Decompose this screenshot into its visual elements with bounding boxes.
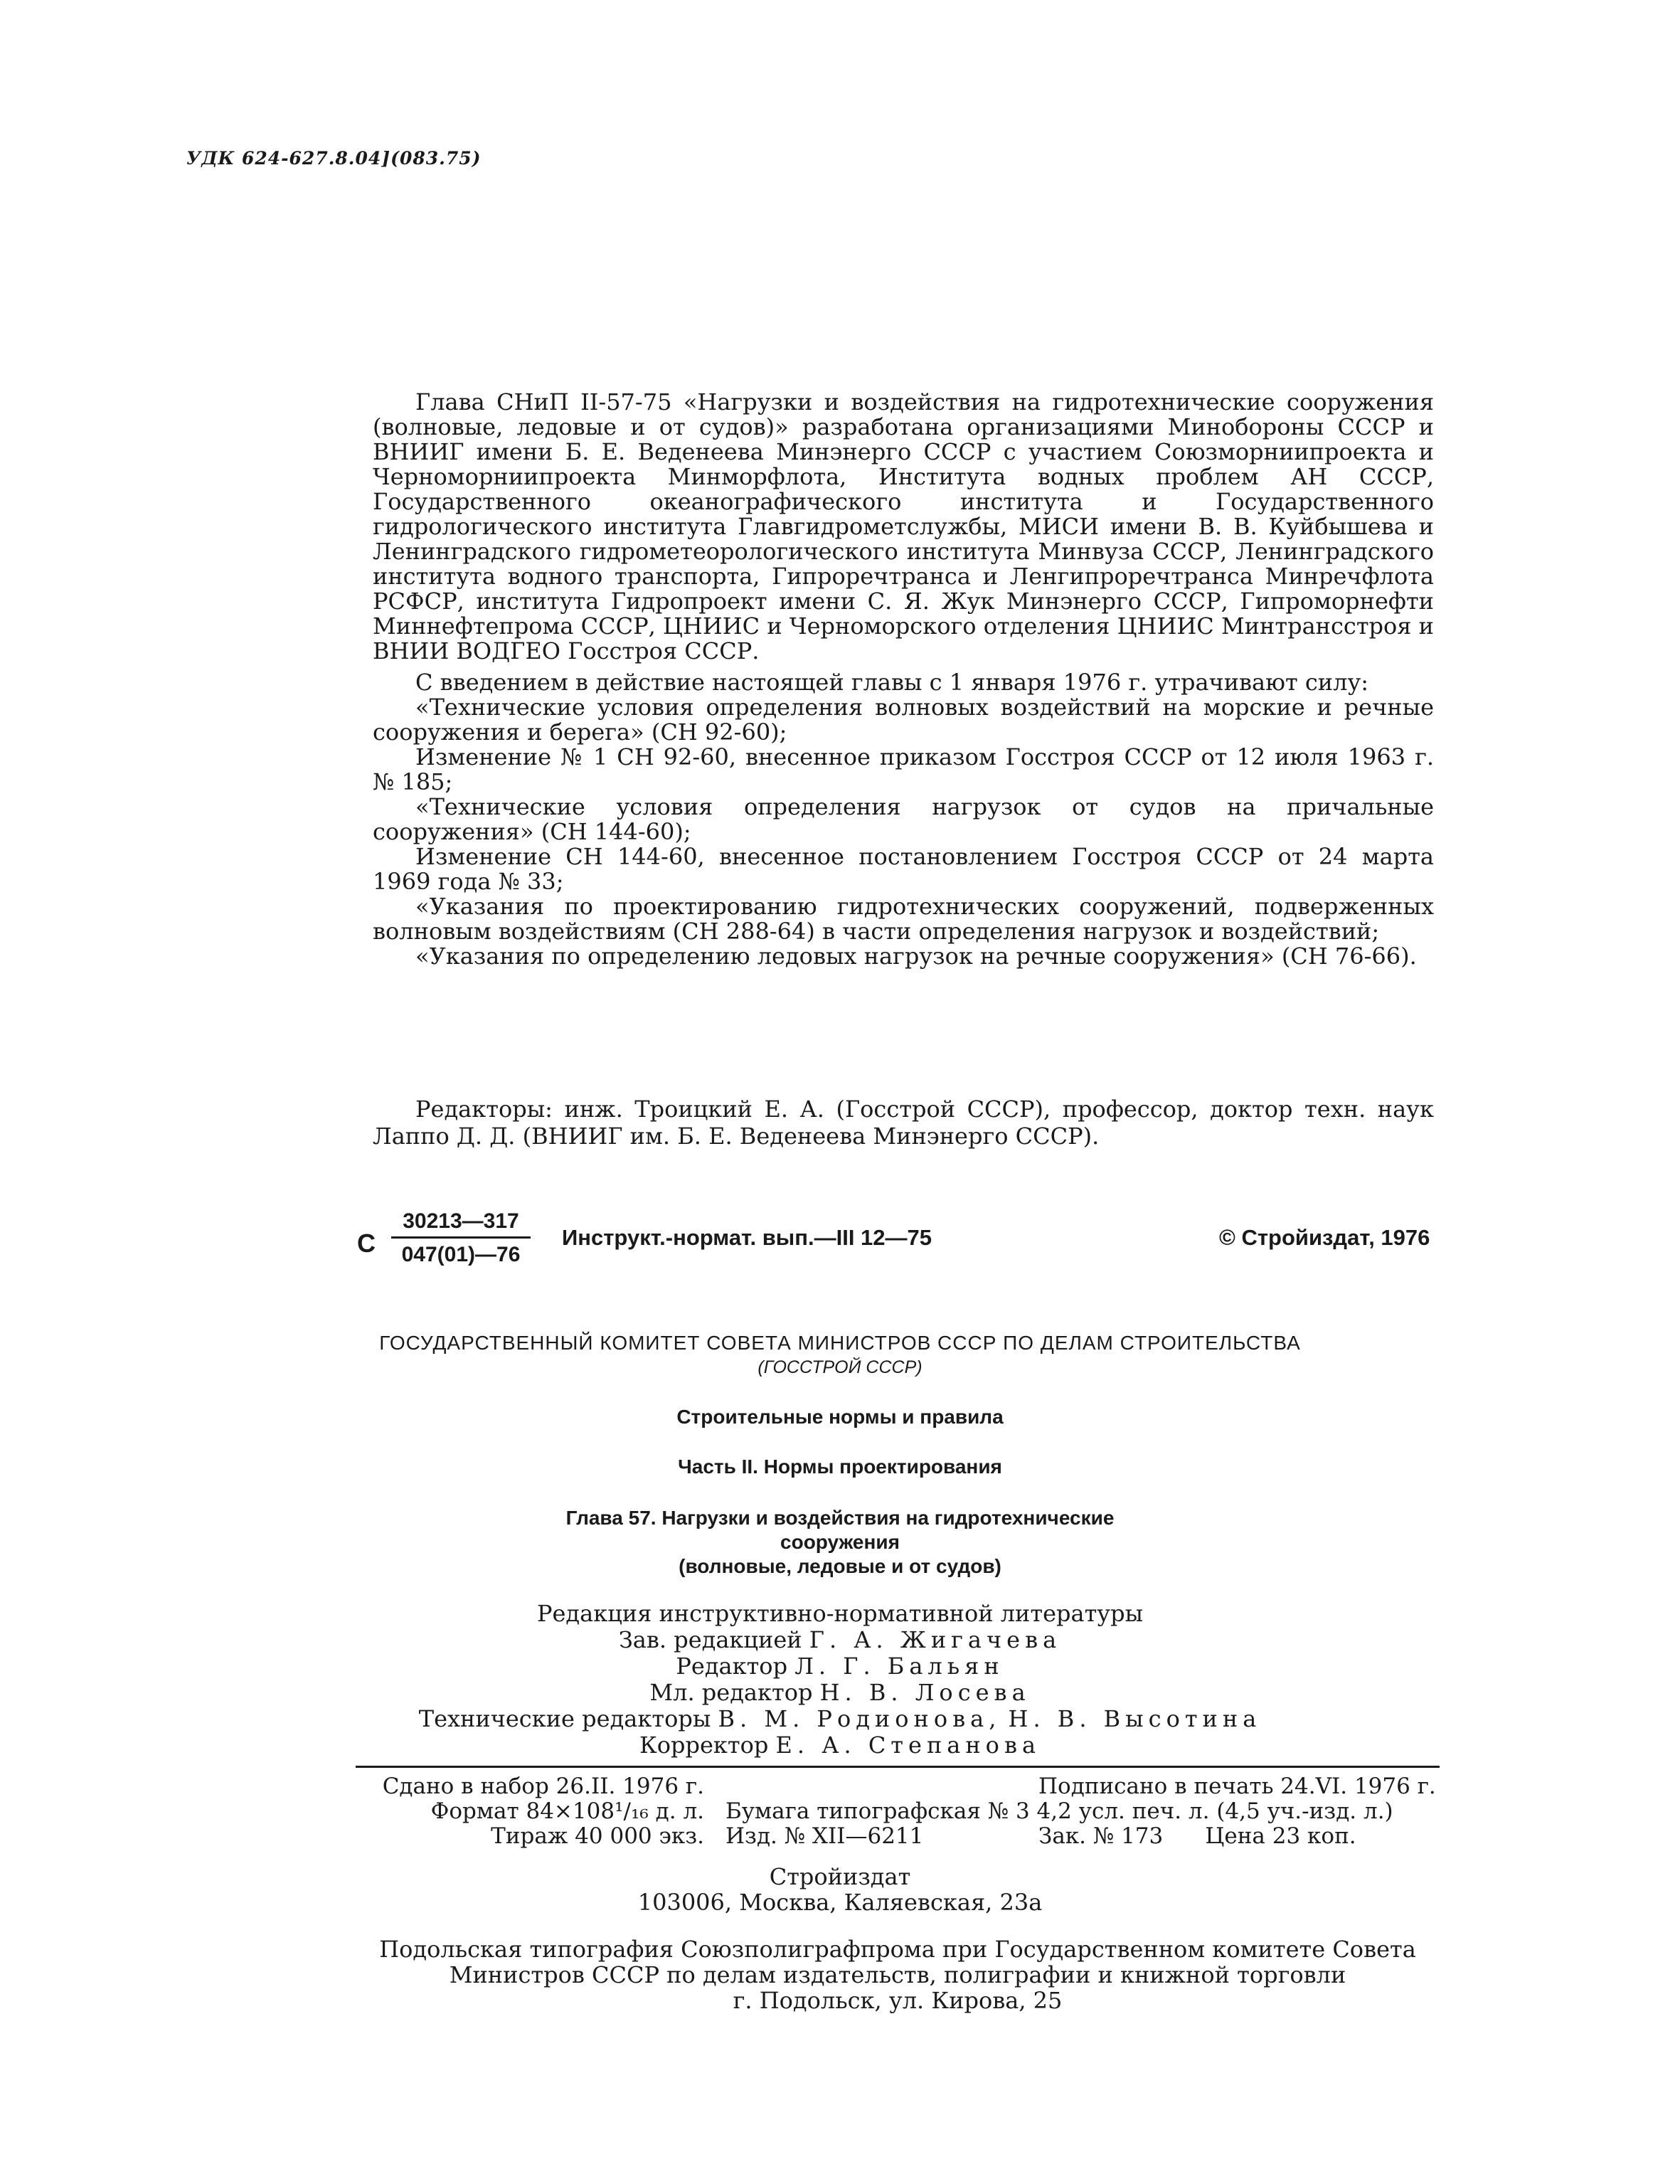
credit-tech-editors: [0, 1706, 1680, 1732]
imprint-cell: Зак. № 173 Цена 23 коп.: [1038, 1823, 1356, 1849]
imprint-cell: [725, 1774, 1038, 1799]
replaced-documents: [373, 670, 1434, 969]
replaced-item: «Технические условия определения нагрузок от судов на причальные сооружения» (СН 144-60);: [373, 793, 1434, 845]
credit-name: Н. В. Высотина: [1008, 1705, 1262, 1732]
credit-role: Корректор: [639, 1732, 769, 1759]
credit-name: В. М. Родионова,: [718, 1705, 1001, 1732]
code-fraction: [391, 1209, 531, 1267]
replaced-item: Изменение СН 144-60, внесенное постановлением Госстроя СССР от 24 марта 1969 года № 33;: [373, 843, 1434, 895]
imprint-cell: Изд. № XII—6211: [725, 1823, 924, 1849]
code-denominator: 047(01)—76: [401, 1243, 521, 1266]
imprint-cell: Тираж 40 000 экз.: [491, 1823, 704, 1849]
code-letter: С: [357, 1229, 376, 1258]
credits-block: [0, 1601, 1680, 1759]
udk-code: УДК 624-627.8.04](083.75): [186, 148, 482, 169]
organization-abbr: (ГОССТРОЙ СССР): [757, 1357, 923, 1377]
imprint-cell: Формат 84×108¹/₁₆ д. л.: [430, 1798, 704, 1824]
publisher-address: 103006, Москва, Каляевская, 23а: [637, 1889, 1043, 1916]
editors-paragraph: [373, 1096, 1434, 1150]
replaced-lead: С введением в действие настоящей главы с 1 января 1976 г. утрачивают силу:: [415, 669, 1369, 696]
credit-role: Редактор: [676, 1653, 788, 1680]
credit-junior-editor: [0, 1680, 1680, 1706]
credit-corrector: [0, 1732, 1680, 1759]
printer-line: Подольская типография Союзполиграфпрома при Государственном комитете Совета: [379, 1936, 1416, 1963]
series-number: Инструкт.-нормат. вып.—III 12—75: [562, 1225, 932, 1250]
credit-name: Е. А. Степанова: [775, 1732, 1041, 1759]
credit-name: Л. Г. Бальян: [794, 1653, 1004, 1680]
editors-text: Редакторы: инж. Троицкий Е. А. (Госстрой СССР), профессор, доктор техн. наук Лаппо Д. Д. (ВНИИГ им. Б. Е. Веденеева Минэнерго СССР).: [373, 1096, 1434, 1150]
imprint-row: [356, 1799, 1440, 1824]
part-title: Часть II. Нормы проектирования: [678, 1456, 1002, 1478]
publisher-name: Стройиздат: [769, 1863, 911, 1890]
credit-name: Н. В. Лосева: [819, 1679, 1031, 1706]
replaced-item: «Технические условия определения волновых воздействий на морские и речные сооружения и берега» (СН 92-60);: [373, 694, 1434, 746]
intro-text: Глава СНиП II-57-75 «Нагрузки и воздействия на гидротехнические сооружения (волновые, ледовые и от судов)» разработана организациями Минобороны СССР и ВНИИГ имени Б. Е. Веденеева Минэнерго СССР с участием Союзморниипроекта и Черноморниипроекта Минморфлота, Института водных проблем АН СССР, Государственного океанографического института и Государственного гидрологического института Главгидрометслужбы, МИСИ имени В. В. Куйбышева и Ленинградского гидрометеорологического института Минвуза СССР, Ленинградского института водного транспорта, Гипроречтранса и Ленгипроречтранса Минречфлота РСФСР, института Гидропроект имени С. Я. Жук Минэнерго СССР, Гипроморнефти Миннефтепрома СССР, ЦНИИС и Черноморского отделения ЦНИИС Минтрансстроя и ВНИИ ВОДГЕО Госстроя СССР.: [373, 388, 1434, 664]
credit-role: Технические редакторы: [418, 1705, 711, 1732]
intro-paragraph: [373, 390, 1434, 664]
chapter-title-line: Глава 57. Нагрузки и воздействия на гидротехнические: [565, 1507, 1115, 1529]
printer-line: Министров СССР по делам издательств, полиграфии и книжной торговли: [449, 1961, 1346, 1988]
copyright-notice: © Стройиздат, 1976: [1219, 1225, 1430, 1250]
imprint-cell: Бумага типографская № 3 4,2 усл. печ. л. (4,5 уч.-изд. л.): [725, 1798, 1393, 1824]
credit-head: [0, 1627, 1680, 1653]
editorial-office: Редакция инструктивно-нормативной литературы: [536, 1600, 1144, 1627]
credit-name: Г. А. Жигачева: [809, 1626, 1062, 1653]
imprint-block: [356, 1774, 1440, 1849]
organization-name: ГОСУДАРСТВЕННЫЙ КОМИТЕТ СОВЕТА МИНИСТРОВ СССР ПО ДЕЛАМ СТРОИТЕЛЬСТВА: [379, 1332, 1301, 1354]
chapter-title-line: сооружения: [780, 1531, 900, 1553]
norms-title: Строительные нормы и правила: [676, 1406, 1004, 1428]
code-numerator: 30213—317: [391, 1209, 531, 1239]
chapter-subtitle: (волновые, ледовые и от судов): [679, 1555, 1001, 1577]
imprint-row: [356, 1774, 1440, 1799]
imprint-cell: Сдано в набор 26.II. 1976 г.: [382, 1774, 704, 1799]
replaced-item: «Указания по проектированию гидротехнических сооружений, подверженных волновым воздействиям (СН 288-64) в части определения нагрузок и воздействий;: [373, 893, 1434, 945]
imprint-row: [356, 1824, 1440, 1849]
printer-line: г. Подольск, ул. Кирова, 25: [733, 1987, 1063, 2014]
replaced-item: «Указания по определению ледовых нагрузок на речные сооружения» (СН 76-66).: [415, 943, 1417, 970]
credit-role: Мл. редактор: [649, 1679, 813, 1706]
publisher-block: [0, 1864, 1680, 1915]
replaced-item: Изменение № 1 СН 92-60, внесенное приказом Госстроя СССР от 12 июля 1963 г. № 185;: [373, 743, 1434, 795]
imprint-cell: Подписано в печать 24.VI. 1976 г.: [1038, 1774, 1436, 1799]
printer-block: [356, 1936, 1440, 2013]
credit-role: Зав. редакцией: [618, 1626, 802, 1653]
divider: [356, 1766, 1440, 1768]
credit-editor: [0, 1653, 1680, 1680]
